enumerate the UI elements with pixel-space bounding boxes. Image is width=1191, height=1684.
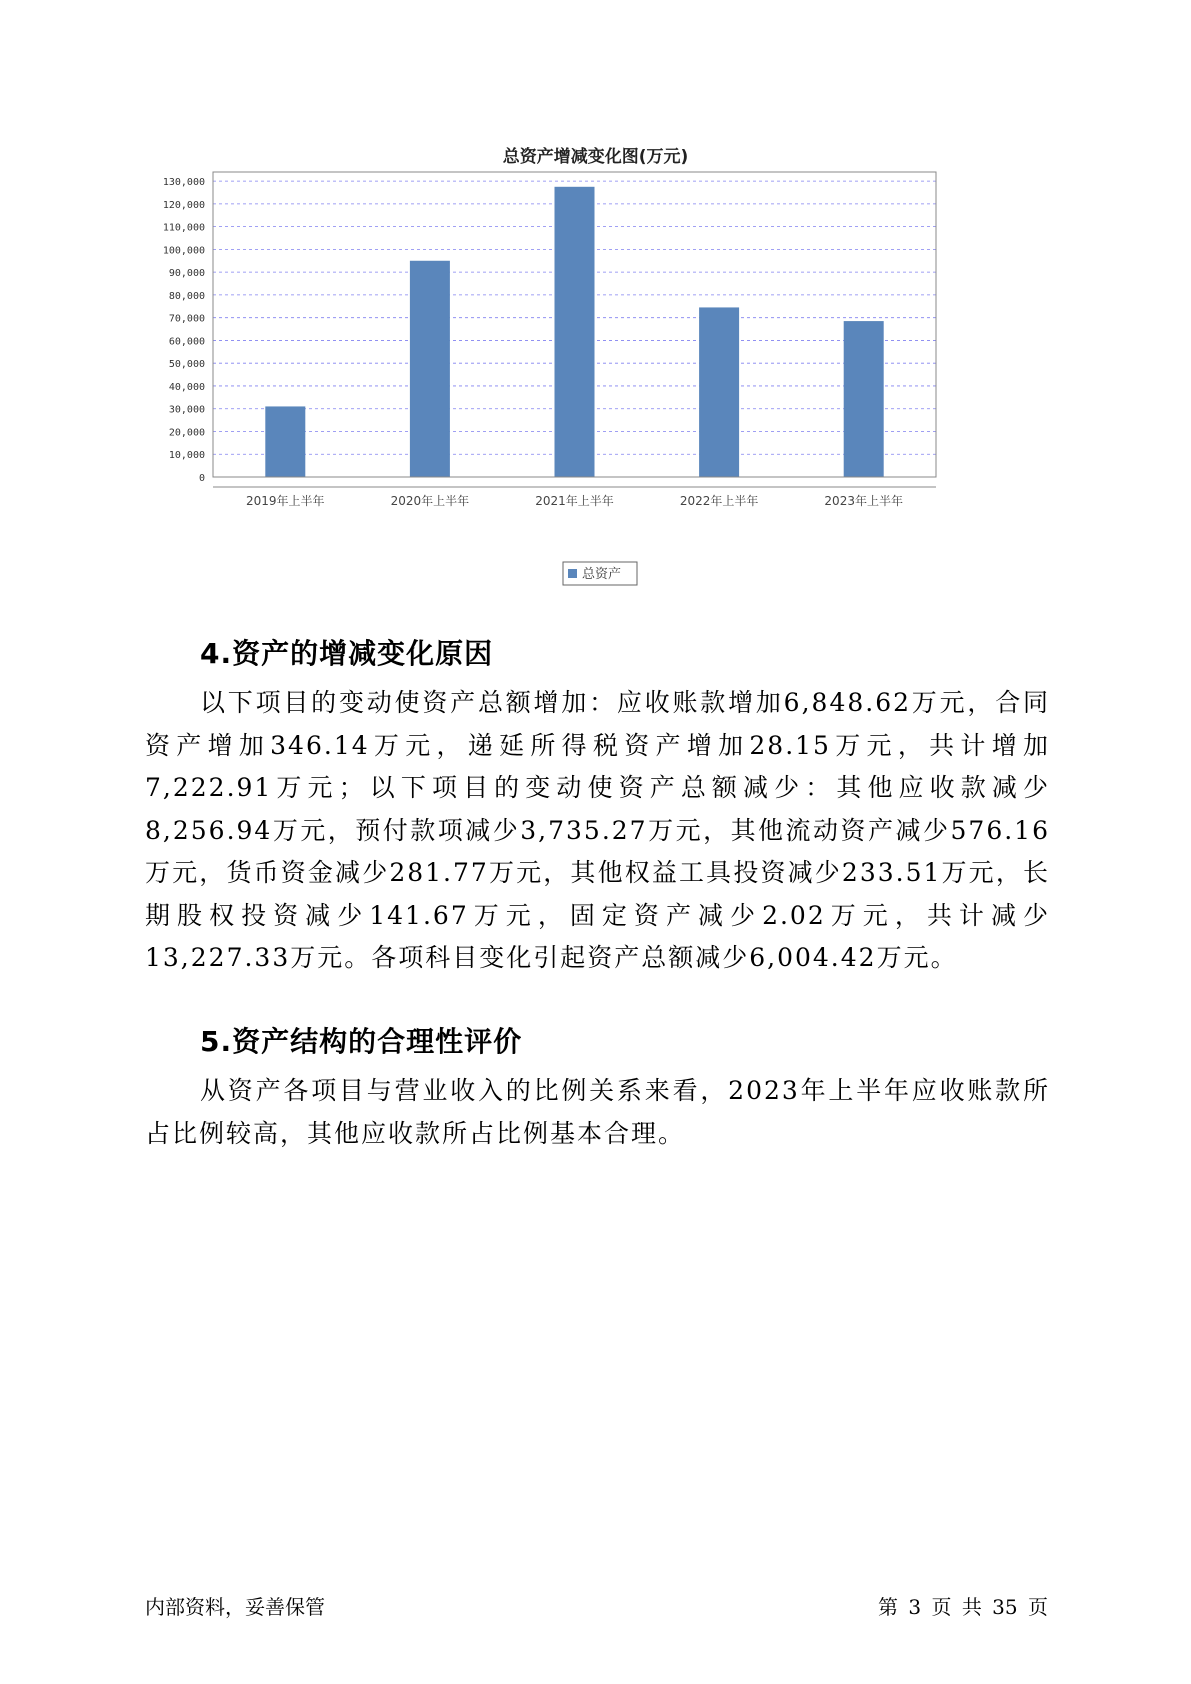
footer-confidential: 内部资料，妥善保管 <box>145 1595 325 1619</box>
y-tick-label: 50,000 <box>168 359 205 371</box>
bar <box>555 187 595 477</box>
y-tick-label: 10,000 <box>168 450 205 462</box>
bar <box>844 321 884 477</box>
bar <box>265 406 305 477</box>
x-category-label: 2019年上半年 <box>246 494 325 508</box>
chart-title: 总资产增减变化图(万元) <box>502 147 689 167</box>
x-category-label: 2020年上半年 <box>390 494 470 508</box>
section4-heading: 4.资产的增减变化原因 <box>200 637 494 670</box>
x-category-label: 2022年上半年 <box>679 494 759 508</box>
legend-label: 总资产 <box>582 567 622 582</box>
section5-heading: 5.资产结构的合理性评价 <box>200 1025 523 1058</box>
bar <box>410 261 450 477</box>
footer-page-number: 第 3 页 共 35 页 <box>878 1595 1048 1619</box>
legend <box>563 562 637 585</box>
y-tick-label: 120,000 <box>162 199 205 211</box>
chart-canvas <box>0 0 1191 600</box>
asset-chart <box>0 0 1191 600</box>
x-axis-categories <box>246 493 903 508</box>
bar <box>699 307 739 477</box>
x-category-label: 2021年上半年 <box>535 494 614 508</box>
y-tick-label: 80,000 <box>168 290 205 302</box>
y-tick-label: 110,000 <box>162 222 205 234</box>
y-tick-label: 90,000 <box>168 268 205 280</box>
legend-swatch <box>568 569 577 578</box>
x-category-label: 2023年上半年 <box>824 494 903 508</box>
y-axis-ticks <box>163 177 205 484</box>
y-tick-label: 0 <box>198 473 205 484</box>
y-tick-label: 30,000 <box>168 404 205 416</box>
y-tick-label: 100,000 <box>162 245 205 257</box>
y-tick-label: 20,000 <box>168 427 205 439</box>
y-tick-label: 130,000 <box>162 177 205 189</box>
y-tick-label: 70,000 <box>168 313 205 325</box>
y-tick-label: 60,000 <box>168 336 205 348</box>
y-tick-label: 40,000 <box>168 381 205 393</box>
bars <box>265 187 883 477</box>
section4-body: 以下项目的变动使资产总额增加：应收账款增加6,848.62万元，合同资产增加346.14万元，递延所得税资产增加28.15万元，共计增加7,222.91万元；以下项目的变动使资产总额减少：其他应收款减少8,256.94万元，预付款项减少3,735.27万元，其他流动资产减少576.16万元，货币资金减少281.77万元，其他权益工具投资减少233.51万元，长期股权投资减少141.67万元，固定资产减少2.02万元，共计减少13,227.33万元。各项科目变化引起资产总额减少6,004.42万元。 <box>145 688 1050 972</box>
section5-body: 从资产各项目与营业收入的比例关系来看，2023年上半年应收账款所占比例较高，其他应收款所占比例基本合理。 <box>145 1076 1050 1148</box>
